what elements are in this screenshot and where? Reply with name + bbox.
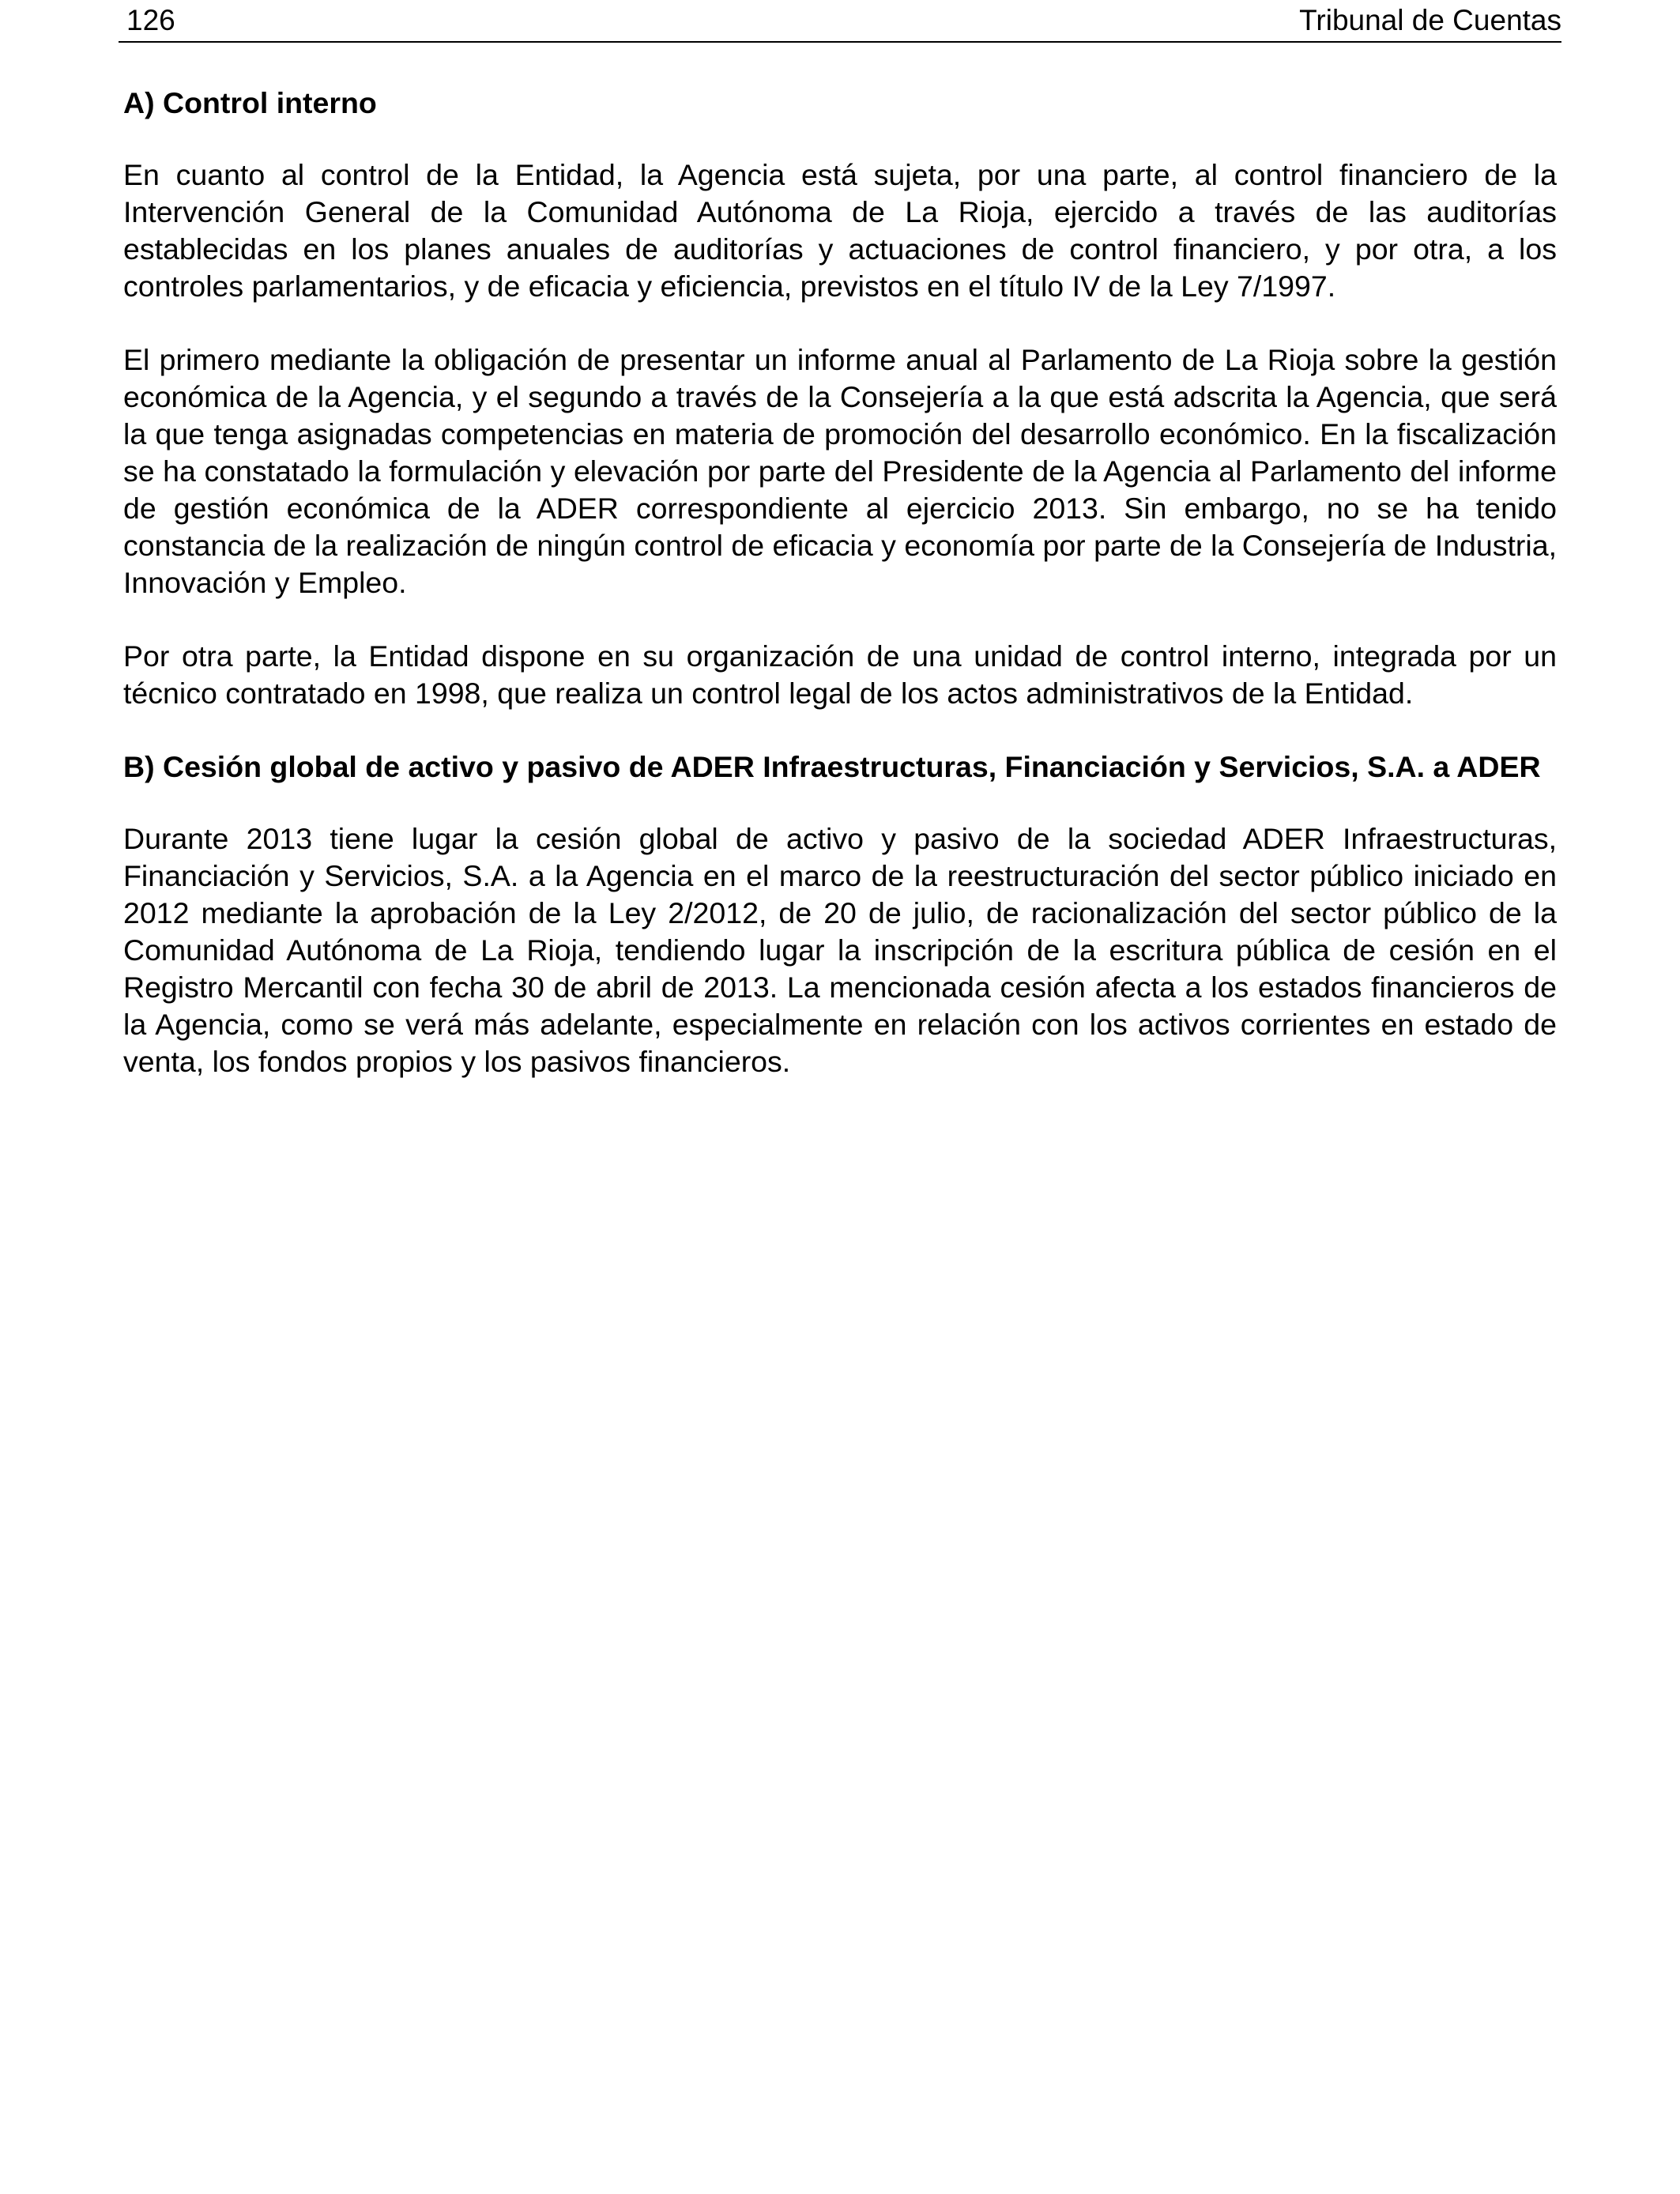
running-header [119,0,1561,43]
section-a-paragraph-3: Por otra parte, la Entidad dispone en su organización de una unidad de control interno, integrada por un técnico contratado en 1998, que realiza un control legal de los actos administrativos de la Entidad. [123,639,1557,710]
header-title: Tribunal de Cuentas [1299,4,1561,36]
section-a-heading: A) Control interno [123,86,377,119]
section-a-paragraph-1: En cuanto al control de la Entidad, la Agencia está sujeta, por una parte, al control financiero de la Intervención General de la Comunidad Autónoma de La Rioja, ejercido a través de las auditorías establecidas en los planes anuales de auditorías y actuaciones de control financiero, y por otra, a los controles parlamentarios, y de eficacia y eficiencia, previstos en el título IV de la Ley 7/1997. [123,158,1557,303]
page-number: 126 [126,4,175,36]
document-body [119,85,1557,1080]
document-page [119,0,1561,1080]
section-b-paragraph-1: Durante 2013 tiene lugar la cesión global de activo y pasivo de la sociedad ADER Infraestructuras, Financiación y Servicios, S.A. a la Agencia en el marco de la reestructuración del sector público iniciado en 2012 mediante la aprobación de la Ley 2/2012, de 20 de julio, de racionalización del sector público de la Comunidad Autónoma de La Rioja, tendiendo lugar la inscripción de la escritura pública de cesión en el Registro Mercantil con fecha 30 de abril de 2013. La mencionada cesión afecta a los estados financieros de la Agencia, como se verá más adelante, especialmente en relación con los activos corrientes en estado de venta, los fondos propios y los pasivos financieros. [123,822,1557,1078]
section-a-paragraph-2: El primero mediante la obligación de presentar un informe anual al Parlamento de La Rioja sobre la gestión económica de la Agencia, y el segundo a través de la Consejería a la que está adscrita la Agencia, que será la que tenga asignadas competencias en materia de promoción del desarrollo económico. En la fiscalización se ha constatado la formulación y elevación por parte del Presidente de la Agencia al Parlamento del informe de gestión económica de la ADER correspondiente al ejercicio 2013. Sin embargo, no se ha tenido constancia de la realización de ningún control de eficacia y economía por parte de la Consejería de Industria, Innovación y Empleo. [123,343,1557,599]
section-b-heading: B) Cesión global de activo y pasivo de ADER Infraestructuras, Financiación y Servicios, S.A. a ADER [123,750,1541,783]
